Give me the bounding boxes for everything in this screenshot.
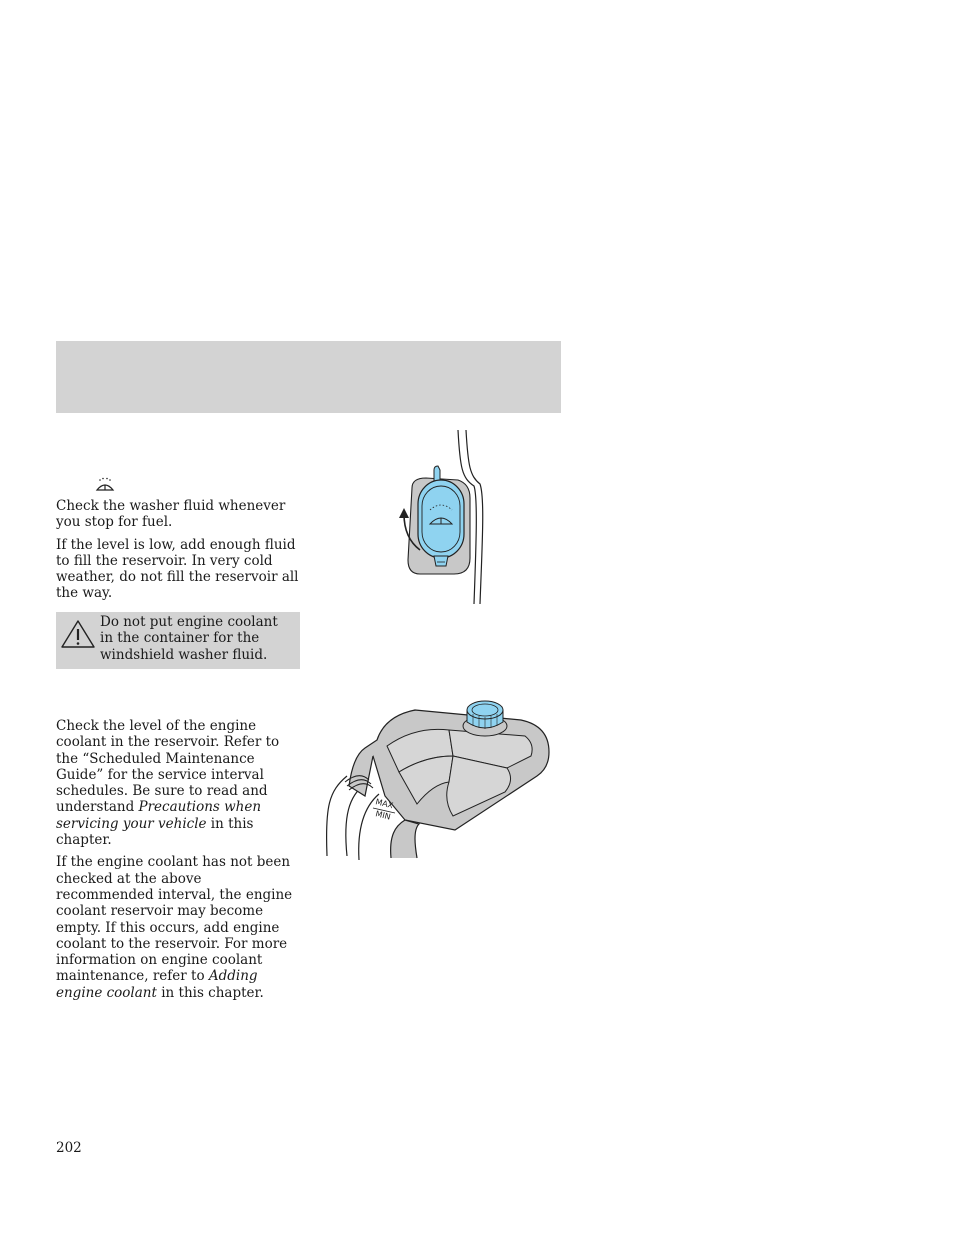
warning-text: Do not put engine coolant in the container for the windshield washer fluid. bbox=[100, 614, 278, 663]
coolant-p2-end: in this chapter. bbox=[156, 984, 264, 1001]
min-label: MIN bbox=[374, 809, 392, 822]
washer-paragraph-2: If the level is low, add enough fluid to fill the reservoir. In very cold weather, do not fill the reservoir all the way. bbox=[56, 536, 299, 602]
coolant-p2-text: If the engine coolant has not been checked at the above recommended interval, the engine coolant reservoir may become empty. If this occurs, add engine coolant to the reservoir. For more information on engine coolant maintenance, refer to bbox=[56, 854, 293, 985]
precautions-reference: Precautions when servicing your vehicle bbox=[56, 799, 262, 832]
windshield-washer-icon bbox=[94, 476, 116, 496]
washer-reservoir-illustration bbox=[390, 428, 490, 606]
max-label: MAX bbox=[374, 797, 395, 811]
coolant-text bbox=[56, 718, 300, 1007]
warning-box bbox=[56, 612, 300, 669]
coolant-paragraph-2 bbox=[56, 854, 300, 1001]
warning-triangle-icon bbox=[60, 618, 96, 650]
page-number: 202 bbox=[56, 1140, 82, 1156]
coolant-reservoir-illustration bbox=[325, 696, 555, 864]
adding-coolant-reference: Adding engine coolant bbox=[56, 968, 258, 1001]
washer-paragraph-1: Check the washer fluid whenever you stop for fuel. bbox=[56, 498, 286, 531]
coolant-p1-end: in this chapter. bbox=[56, 815, 254, 849]
washer-fluid-text bbox=[56, 498, 300, 608]
coolant-paragraph-1 bbox=[56, 718, 300, 848]
coolant-p1-text: Check the level of the engine coolant in the reservoir. Refer to the “Scheduled Maintenance Guide” for the service interval schedules. Be sure to read and understand bbox=[56, 718, 280, 816]
section-header-band bbox=[56, 341, 561, 413]
